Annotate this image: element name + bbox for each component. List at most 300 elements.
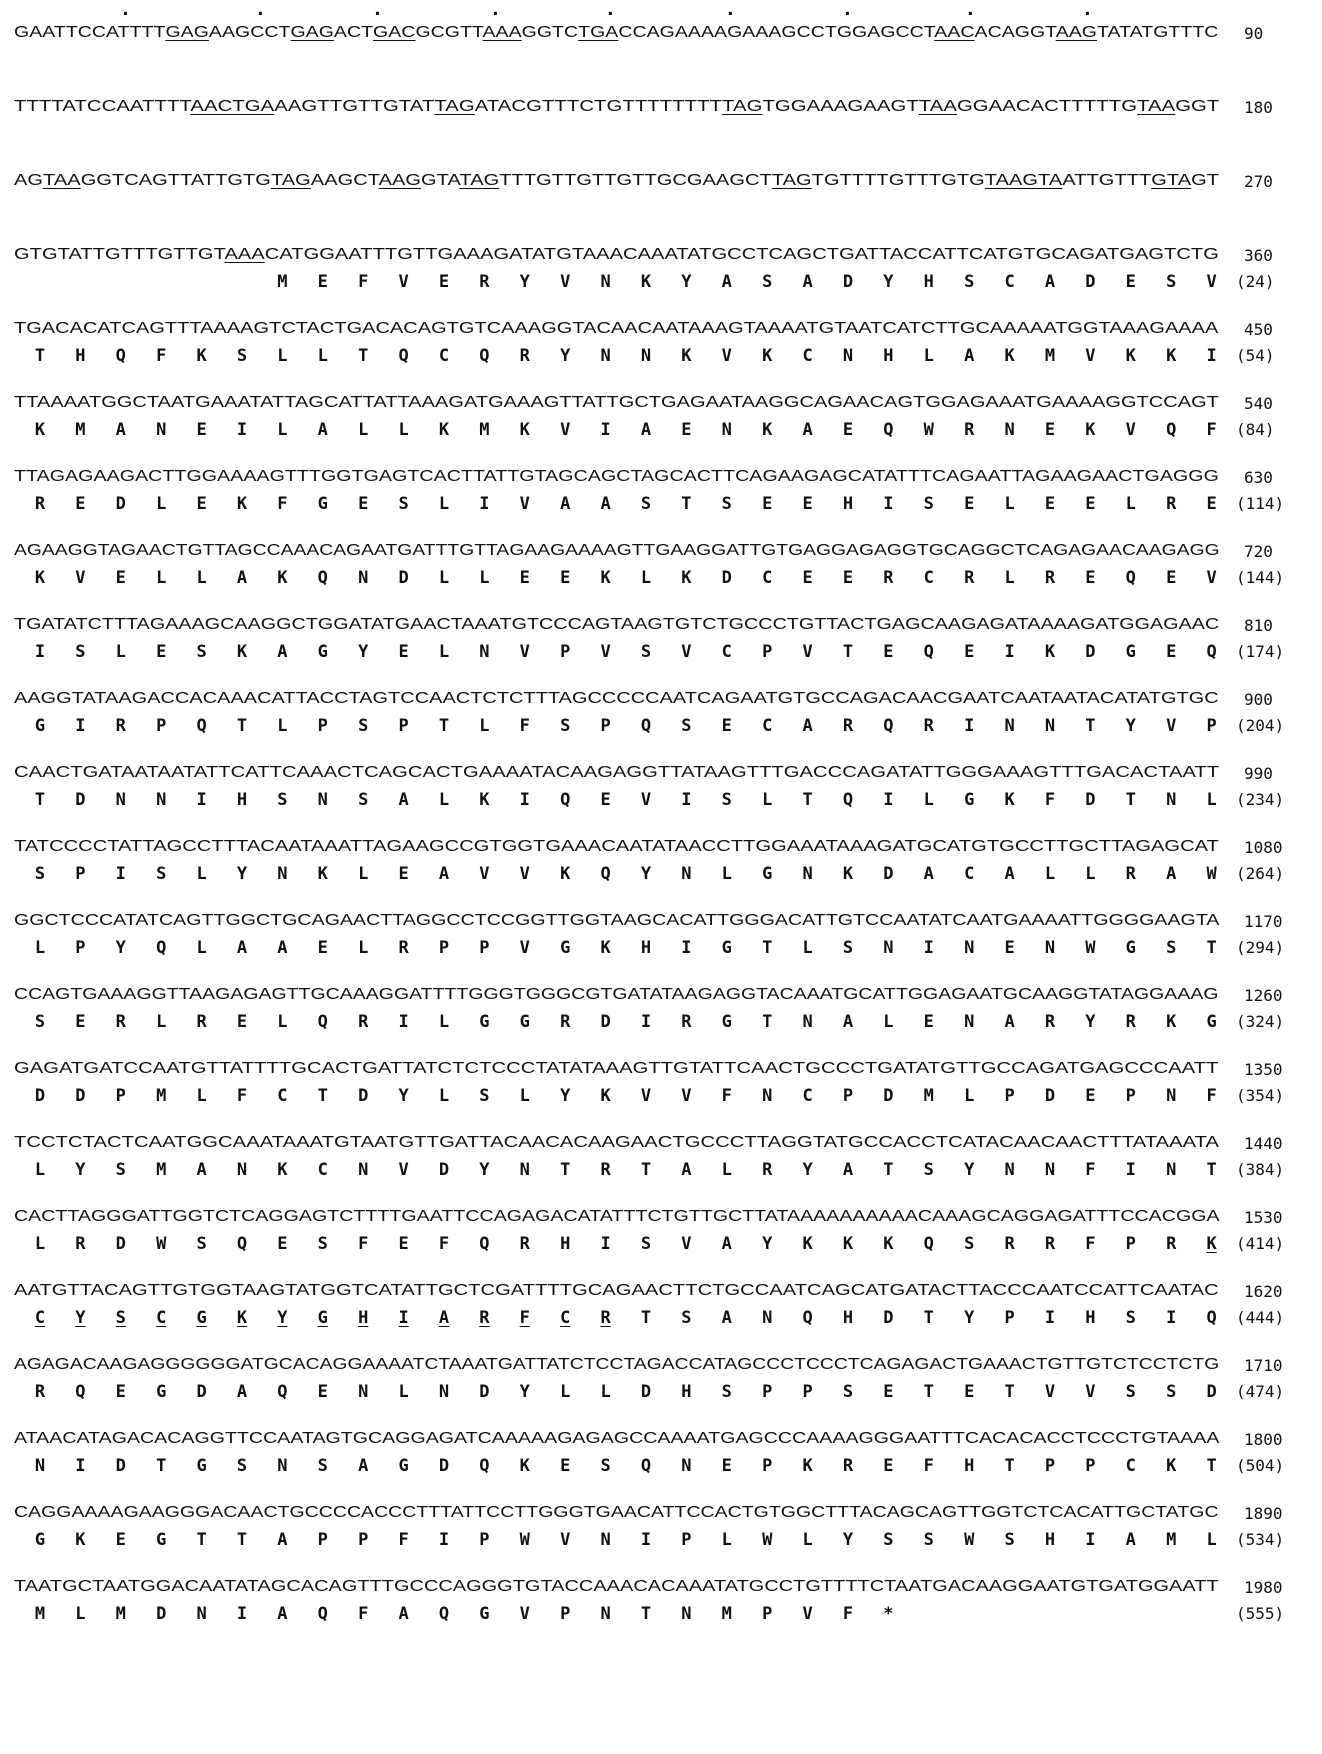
amino-acid: C xyxy=(721,642,732,662)
amino-acid: R xyxy=(560,1012,571,1032)
amino-acid: F xyxy=(519,1308,530,1328)
amino-acid: A xyxy=(842,1012,854,1032)
amino-acid: A xyxy=(600,494,611,514)
amino-acid: Y xyxy=(519,272,530,292)
amino-acid: M xyxy=(1166,1530,1177,1550)
amino-acid: D xyxy=(115,494,126,514)
amino-acid: F xyxy=(358,272,369,292)
amino-acid: T xyxy=(560,1160,571,1180)
amino-acid: E xyxy=(1166,568,1177,588)
amino-acid: K xyxy=(277,568,288,588)
amino-acid: H xyxy=(923,272,934,292)
amino-acid: L xyxy=(196,568,207,588)
amino-acid: I xyxy=(115,864,126,884)
amino-acid: S xyxy=(883,1530,894,1550)
amino-acid: N xyxy=(1044,938,1056,958)
amino-acid: K xyxy=(600,568,611,588)
residue-count: (504) xyxy=(1236,1456,1285,1475)
amino-acid: I xyxy=(75,1456,86,1476)
amino-acid: I xyxy=(640,1530,652,1550)
amino-acid: R xyxy=(1044,1012,1056,1032)
residue-count: (294) xyxy=(1236,938,1285,957)
amino-acid: H xyxy=(1085,1308,1096,1328)
amino-acid: Y xyxy=(277,1308,288,1328)
residue-count: (324) xyxy=(1236,1012,1285,1031)
amino-acid: G xyxy=(1125,642,1136,662)
amino-acid: T xyxy=(802,790,813,810)
amino-acid: N xyxy=(34,1456,46,1476)
amino-acid: G xyxy=(964,790,975,810)
amino-acid: I xyxy=(236,420,248,440)
amino-acid: N xyxy=(156,420,167,440)
amino-acid: V xyxy=(681,642,692,662)
amino-acid: L xyxy=(640,568,652,588)
nucleotide-sequence: TTTTATCCAATTTTAACTGAAAGTTGTTGTATTAGATACGTTTCTGTTTTTTTTTAGTGGAAAGAAGTTAAGGAACACTTTTTGTAAGGT xyxy=(14,98,1220,115)
amino-acid: L xyxy=(34,1160,46,1180)
nucleotide-position: 990 xyxy=(1244,764,1273,783)
amino-acid: F xyxy=(1206,420,1217,440)
amino-acid-translation xyxy=(30,790,1240,812)
amino-acid: N xyxy=(600,1530,611,1550)
amino-acid: P xyxy=(1125,1234,1136,1254)
amino-acid: T xyxy=(1004,1456,1015,1476)
nucleotide-sequence: AATGTTACAGTTGTGGTAAGTATGGTCATATTGCTCGATTTTGCAGAACTTCTGCCAATCAGCATGATACTTACCCAATCCATTCAATAC xyxy=(14,1282,1219,1299)
amino-acid: D xyxy=(398,568,409,588)
amino-acid: Q xyxy=(1125,568,1136,588)
amino-acid: T xyxy=(842,642,854,662)
amino-acid: N xyxy=(277,1456,288,1476)
amino-acid: R xyxy=(398,938,409,958)
amino-acid: N xyxy=(600,1604,611,1624)
amino-acid-translation xyxy=(30,1530,1240,1552)
amino-acid: L xyxy=(438,568,450,588)
amino-acid: L xyxy=(398,1382,409,1402)
amino-acid: M xyxy=(34,1604,46,1624)
amino-acid: T xyxy=(34,790,46,810)
amino-acid: E xyxy=(398,1234,409,1254)
amino-acid: V xyxy=(519,494,530,514)
amino-acid: A xyxy=(802,272,813,292)
amino-acid: R xyxy=(34,494,46,514)
amino-acid: F xyxy=(358,1234,369,1254)
amino-acid: C xyxy=(762,568,773,588)
amino-acid: V xyxy=(398,1160,409,1180)
amino-acid: E xyxy=(519,568,530,588)
residue-count: (264) xyxy=(1236,864,1285,883)
amino-acid: V xyxy=(721,346,732,366)
amino-acid: R xyxy=(883,568,894,588)
amino-acid: K xyxy=(236,494,248,514)
amino-acid: D xyxy=(479,1382,490,1402)
nucleotide-position: 1620 xyxy=(1244,1282,1283,1301)
nucleotide-sequence: GGCTCCCATATCAGTTGGCTGCAGAACTTAGGCCTCCGGTTGGTAAGCACATTGGGACATTGTCCAATATCAATGAAAATTGGGGAAGTA xyxy=(14,912,1220,929)
amino-acid: D xyxy=(75,790,86,810)
amino-acid: E xyxy=(560,1456,571,1476)
amino-acid: I xyxy=(75,716,86,736)
amino-acid: Q xyxy=(560,790,571,810)
amino-acid: T xyxy=(1004,1382,1015,1402)
amino-acid: L xyxy=(156,1012,167,1032)
nucleotide-position: 540 xyxy=(1244,394,1273,413)
amino-acid: V xyxy=(1206,568,1217,588)
amino-acid: E xyxy=(883,1382,894,1402)
nucleotide-position: 900 xyxy=(1244,690,1273,709)
stop-codon-underline: TGA xyxy=(578,24,619,41)
amino-acid: T xyxy=(34,346,46,366)
amino-acid: E xyxy=(1044,494,1056,514)
amino-acid: E xyxy=(842,568,854,588)
amino-acid: G xyxy=(762,864,773,884)
amino-acid: L xyxy=(600,1382,611,1402)
amino-acid: F xyxy=(398,1530,409,1550)
amino-acid: R xyxy=(842,716,854,736)
amino-acid: L xyxy=(1004,568,1015,588)
amino-acid: H xyxy=(75,346,86,366)
amino-acid: V xyxy=(519,1604,530,1624)
amino-acid: Y xyxy=(640,864,652,884)
amino-acid: D xyxy=(883,1086,894,1106)
amino-acid: D xyxy=(1044,1086,1056,1106)
amino-acid: R xyxy=(358,1012,369,1032)
amino-acid-translation xyxy=(30,568,1240,590)
amino-acid: F xyxy=(156,346,167,366)
amino-acid: A xyxy=(398,790,409,810)
amino-acid: G xyxy=(156,1382,167,1402)
amino-acid: V xyxy=(640,790,652,810)
stop-codon-underline: TAA xyxy=(984,172,1023,189)
nucleotide-sequence: AAGGTATAAGACCACAAACATTACCTAGTCCAACTCTCTTTAGCCCCCAATCAGAATGTGCCAGACAACGAATCAATAATACATATGTGC xyxy=(14,690,1219,707)
amino-acid: P xyxy=(762,1382,773,1402)
amino-acid: T xyxy=(883,1160,894,1180)
amino-acid: Q xyxy=(479,1456,490,1476)
amino-acid: S xyxy=(34,864,46,884)
amino-acid: Y xyxy=(358,642,369,662)
amino-acid: S xyxy=(75,642,86,662)
amino-acid: R xyxy=(519,346,530,366)
amino-acid: L xyxy=(923,346,934,366)
amino-acid: N xyxy=(1004,420,1015,440)
amino-acid: N xyxy=(883,938,894,958)
amino-acid: Y xyxy=(964,1308,975,1328)
amino-acid: P xyxy=(358,1530,369,1550)
amino-acid: T xyxy=(1085,716,1096,736)
amino-acid: E xyxy=(317,1382,328,1402)
amino-acid: L xyxy=(964,1086,975,1106)
amino-acid: V xyxy=(681,1234,692,1254)
amino-acid: Q xyxy=(1206,642,1217,662)
amino-acid: N xyxy=(1166,790,1177,810)
nucleotide-position: 1890 xyxy=(1244,1504,1283,1523)
amino-acid: M xyxy=(1044,346,1056,366)
amino-acid: P xyxy=(479,1530,490,1550)
ruler-dot: . xyxy=(120,0,131,20)
amino-acid: R xyxy=(964,568,975,588)
amino-acid-translation xyxy=(30,346,1240,368)
amino-acid: S xyxy=(721,790,732,810)
amino-acid: V xyxy=(398,272,409,292)
amino-acid: K xyxy=(640,272,652,292)
amino-acid: K xyxy=(560,864,571,884)
amino-acid: N xyxy=(358,1160,369,1180)
amino-acid: L xyxy=(438,642,450,662)
amino-acid: E xyxy=(681,420,692,440)
amino-acid: S xyxy=(681,1308,692,1328)
amino-acid: A xyxy=(196,1160,207,1180)
amino-acid: E xyxy=(1085,494,1096,514)
amino-acid: H xyxy=(560,1234,571,1254)
amino-acid-translation xyxy=(30,716,1240,738)
amino-acid: E xyxy=(964,642,975,662)
residue-count: (54) xyxy=(1236,346,1275,365)
amino-acid: K xyxy=(1125,346,1136,366)
amino-acid: I xyxy=(681,938,692,958)
nucleotide-sequence: CCAGTGAAAGGTTAAGAGAGTTGCAAAGGATTTTGGGTGGGCGTGATATAAGAGGTACAAATGCATTGGAGAATGCAAGGTATAGGAAAG xyxy=(14,986,1219,1003)
amino-acid: G xyxy=(34,716,46,736)
amino-acid: Y xyxy=(398,1086,409,1106)
amino-acid: Y xyxy=(883,272,894,292)
amino-acid: S xyxy=(923,494,934,514)
amino-acid: I xyxy=(34,642,46,662)
amino-acid-translation xyxy=(30,1308,1240,1330)
amino-acid: E xyxy=(196,494,207,514)
amino-acid: P xyxy=(1085,1456,1096,1476)
residue-count: (384) xyxy=(1236,1160,1285,1179)
amino-acid: V xyxy=(802,1604,813,1624)
amino-acid: P xyxy=(479,938,490,958)
amino-acid: I xyxy=(600,1234,611,1254)
stop-codon-underline: TAA xyxy=(1137,98,1176,115)
amino-acid: Q xyxy=(317,1604,328,1624)
amino-acid: L xyxy=(358,938,369,958)
amino-acid: D xyxy=(34,1086,46,1106)
amino-acid: L xyxy=(438,1086,450,1106)
amino-acid: I xyxy=(1004,642,1015,662)
stop-codon-underline: AAG xyxy=(1055,24,1098,41)
amino-acid: V xyxy=(560,420,571,440)
amino-acid: R xyxy=(115,716,126,736)
amino-acid: L xyxy=(438,494,450,514)
amino-acid: D xyxy=(438,1456,450,1476)
amino-acid: V xyxy=(1206,272,1217,292)
amino-acid: E xyxy=(1166,642,1177,662)
amino-acid: N xyxy=(762,1308,773,1328)
amino-acid: L xyxy=(358,864,369,884)
amino-acid: E xyxy=(438,272,450,292)
amino-acid: L xyxy=(923,790,934,810)
amino-acid: A xyxy=(721,1234,732,1254)
amino-acid: Q xyxy=(317,1012,328,1032)
amino-acid: A xyxy=(277,1530,288,1550)
amino-acid: Y xyxy=(681,272,692,292)
nucleotide-position: 1350 xyxy=(1244,1060,1283,1079)
amino-acid: R xyxy=(600,1160,611,1180)
amino-acid: A xyxy=(964,346,975,366)
amino-acid: V xyxy=(1044,1382,1056,1402)
amino-acid: E xyxy=(317,938,328,958)
amino-acid: D xyxy=(1206,1382,1217,1402)
amino-acid: S xyxy=(681,716,692,736)
amino-acid: G xyxy=(519,1012,530,1032)
amino-acid: A xyxy=(115,420,126,440)
amino-acid: N xyxy=(196,1604,207,1624)
amino-acid: K xyxy=(196,346,207,366)
amino-acid: V xyxy=(1125,420,1136,440)
amino-acid: D xyxy=(75,1086,86,1106)
amino-acid: T xyxy=(358,346,369,366)
amino-acid: N xyxy=(1044,1160,1056,1180)
amino-acid: K xyxy=(802,1456,813,1476)
amino-acid: A xyxy=(1125,1530,1136,1550)
amino-acid: T xyxy=(923,1382,934,1402)
amino-acid: A xyxy=(277,1604,288,1624)
amino-acid: V xyxy=(479,864,490,884)
nucleotide-sequence: TATCCCCTATTAGCCTTTACAATAAATTAGAAGCCGTGGTGAAACAATATAACCTTGGAAATAAAGATGCATGTGCCTTGCTTAGAGCAT xyxy=(14,838,1219,855)
amino-acid: R xyxy=(519,1234,530,1254)
amino-acid: P xyxy=(842,1086,854,1106)
amino-acid: T xyxy=(438,716,450,736)
ruler-dot: . xyxy=(255,0,266,20)
amino-acid: V xyxy=(1085,1382,1096,1402)
amino-acid: E xyxy=(358,494,369,514)
amino-acid: V xyxy=(681,1086,692,1106)
amino-acid-translation xyxy=(30,1086,1240,1108)
amino-acid: Y xyxy=(802,1160,813,1180)
amino-acid: Y xyxy=(1085,1012,1096,1032)
amino-acid: P xyxy=(1044,1456,1056,1476)
amino-acid: E xyxy=(156,642,167,662)
amino-acid: N xyxy=(115,790,126,810)
ruler-dot: . xyxy=(842,0,853,20)
amino-acid: K xyxy=(762,346,773,366)
amino-acid: V xyxy=(75,568,86,588)
amino-acid: F xyxy=(358,1604,369,1624)
amino-acid: L xyxy=(721,864,732,884)
amino-acid: L xyxy=(34,1234,46,1254)
amino-acid: A xyxy=(398,1604,409,1624)
amino-acid: S xyxy=(317,1456,328,1476)
amino-acid: Y xyxy=(75,1160,86,1180)
amino-acid: L xyxy=(802,1530,813,1550)
amino-acid: K xyxy=(600,938,611,958)
amino-acid: K xyxy=(34,568,46,588)
amino-acid: N xyxy=(1166,1086,1177,1106)
amino-acid: L xyxy=(156,494,167,514)
stop-codon-underline: TAG xyxy=(771,172,812,189)
amino-acid: T xyxy=(1206,938,1217,958)
amino-acid: C xyxy=(762,716,773,736)
amino-acid: R xyxy=(1044,568,1056,588)
amino-acid: L xyxy=(196,1086,207,1106)
amino-acid-translation xyxy=(30,938,1240,960)
amino-acid: S xyxy=(1004,1530,1015,1550)
amino-acid: S xyxy=(236,1456,248,1476)
amino-acid-translation xyxy=(30,420,1240,442)
amino-acid: L xyxy=(277,716,288,736)
amino-acid: N xyxy=(317,790,328,810)
amino-acid: E xyxy=(802,494,813,514)
amino-acid: M xyxy=(479,420,490,440)
amino-acid: K xyxy=(681,346,692,366)
amino-acid: K xyxy=(34,420,46,440)
amino-acid: S xyxy=(1166,938,1177,958)
amino-acid: S xyxy=(762,272,773,292)
amino-acid: T xyxy=(640,1604,652,1624)
amino-acid: L xyxy=(1044,864,1056,884)
residue-count: (24) xyxy=(1236,272,1275,291)
amino-acid: C xyxy=(156,1308,167,1328)
amino-acid: V xyxy=(640,1086,652,1106)
amino-acid: Q xyxy=(883,420,894,440)
amino-acid: P xyxy=(317,1530,328,1550)
amino-acid: E xyxy=(115,1530,126,1550)
amino-acid: E xyxy=(1206,494,1217,514)
amino-acid: K xyxy=(1004,790,1015,810)
amino-acid: W xyxy=(964,1530,975,1550)
residue-count: (144) xyxy=(1236,568,1285,587)
amino-acid: R xyxy=(923,716,934,736)
amino-acid: Y xyxy=(842,1530,854,1550)
amino-acid: N xyxy=(964,1012,975,1032)
amino-acid: I xyxy=(964,716,975,736)
residue-count: (474) xyxy=(1236,1382,1285,1401)
amino-acid: K xyxy=(762,420,773,440)
amino-acid: A xyxy=(560,494,571,514)
amino-acid: A xyxy=(438,1308,450,1328)
nucleotide-position: 1260 xyxy=(1244,986,1283,1005)
amino-acid: S xyxy=(358,716,369,736)
amino-acid: E xyxy=(75,494,86,514)
amino-acid: V xyxy=(519,642,530,662)
amino-acid: L xyxy=(277,346,288,366)
nucleotide-position: 90 xyxy=(1244,24,1264,43)
amino-acid: D xyxy=(156,1604,167,1624)
amino-acid: S xyxy=(156,864,167,884)
amino-acid: D xyxy=(438,1160,450,1180)
amino-acid: M xyxy=(721,1604,732,1624)
amino-acid-translation xyxy=(30,642,1240,664)
amino-acid: D xyxy=(883,1308,894,1328)
amino-acid: S xyxy=(398,494,409,514)
amino-acid: C xyxy=(802,346,813,366)
nucleotide-position: 450 xyxy=(1244,320,1273,339)
amino-acid: A xyxy=(277,938,288,958)
nucleotide-sequence: AGAAGGTAGAACTGTTAGCCAAACAGAATGATTTGTTAGAAGAAAAGTTGAAGGATTGTGAGGAGAGGTGCAGGCTCAGAGAACAAGAGG xyxy=(14,542,1220,559)
amino-acid: P xyxy=(762,1456,773,1476)
amino-acid: D xyxy=(196,1382,207,1402)
amino-acid-translation xyxy=(30,1382,1240,1404)
amino-acid: T xyxy=(640,1308,652,1328)
amino-acid: Q xyxy=(156,938,167,958)
amino-acid: Y xyxy=(964,1160,975,1180)
amino-acid: C xyxy=(438,346,450,366)
amino-acid: L xyxy=(1206,790,1217,810)
amino-acid: R xyxy=(964,420,975,440)
amino-acid-translation xyxy=(30,494,1240,516)
amino-acid: K xyxy=(1166,346,1177,366)
nucleotide-position: 1440 xyxy=(1244,1134,1283,1153)
amino-acid: Q xyxy=(479,1234,490,1254)
amino-acid: L xyxy=(358,420,369,440)
amino-acid: S xyxy=(560,716,571,736)
amino-acid: Y xyxy=(479,1160,490,1180)
stop-codon-underline: TAG xyxy=(270,172,311,189)
amino-acid: Q xyxy=(600,864,611,884)
amino-acid: G xyxy=(196,1456,207,1476)
amino-acid: P xyxy=(560,1604,571,1624)
amino-acid: P xyxy=(75,864,86,884)
amino-acid: H xyxy=(681,1382,692,1402)
amino-acid: M xyxy=(277,272,288,292)
